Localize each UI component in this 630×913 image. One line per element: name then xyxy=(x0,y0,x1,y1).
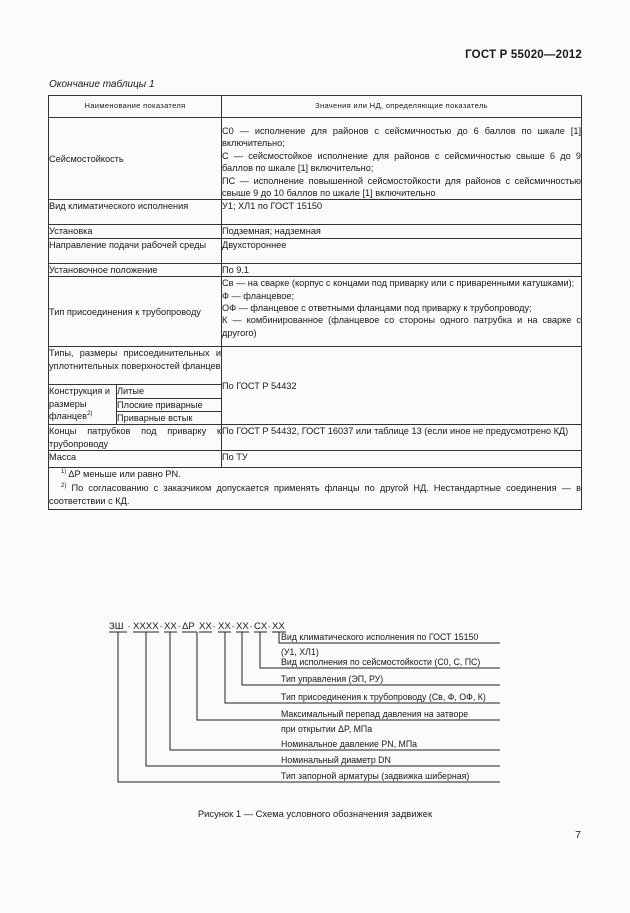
connection-value xyxy=(222,277,582,347)
table-row-flanges xyxy=(49,347,582,385)
mass-name: Масса xyxy=(49,451,222,468)
table-row-connection xyxy=(49,277,582,347)
code-sep: - xyxy=(213,624,216,631)
designation-code xyxy=(109,621,285,632)
page-number: 7 xyxy=(575,829,581,841)
footnote-2 xyxy=(49,482,581,509)
direction-value: Двухстороннее xyxy=(222,238,582,263)
code-part: XX xyxy=(199,621,212,632)
flange-type-cast: Литые xyxy=(117,385,222,398)
flange-type-flat: Плоские приварные xyxy=(117,398,222,411)
label-seismic: Вид исполнения по сейсмостойкости (С0, С, ПС) xyxy=(281,657,481,667)
climate-value: У1; ХЛ1 по ГОСТ 15150 xyxy=(222,200,582,225)
table-row-pipe-ends xyxy=(49,425,582,451)
table-notes xyxy=(49,468,582,510)
code-sep: - xyxy=(128,624,131,631)
table-row-direction xyxy=(49,238,582,263)
table-row-climate xyxy=(49,200,582,225)
seismic-line: С0 — исполнение для районов с сейсмичностью до 6 баллов по шкале [1] включительно; xyxy=(222,126,581,149)
code-part: CX xyxy=(254,621,268,632)
footnote-1-text: ΔP меньше или равно PN. xyxy=(68,469,181,480)
table-row-install xyxy=(49,225,582,238)
table-notes-row xyxy=(49,468,582,510)
pipe-ends-value: По ГОСТ Р 54432, ГОСТ 16037 или таблице 13 (если иное не предусмотрено КД) xyxy=(222,425,582,451)
code-part: XX xyxy=(218,621,231,632)
footnote-2-ref: 2) xyxy=(87,411,93,417)
label-connection: Тип присоединения к трубопроводу (Св, Ф, ОФ, К) xyxy=(281,692,486,702)
seismic-name: Сейсмостойкость xyxy=(49,118,222,200)
footnote-2-mark: 2) xyxy=(61,482,67,489)
leader-type xyxy=(118,632,500,782)
code-sep: - xyxy=(178,624,181,631)
leader-seismic xyxy=(260,632,500,668)
footnote-1-mark: 1) xyxy=(61,469,67,476)
label-climate-values: (У1, ХЛ1) xyxy=(281,647,319,657)
label-type: Тип запорной арматуры (задвижка шиберная) xyxy=(281,771,470,781)
flange-design-label xyxy=(49,385,117,425)
table-row-mass xyxy=(49,451,582,468)
table-row-seismic xyxy=(49,118,582,200)
label-climate: Вид климатического исполнения по ГОСТ 15150 xyxy=(281,632,479,642)
footnote-1 xyxy=(49,468,581,482)
connection-name: Тип присоединения к трубопроводу xyxy=(49,277,222,347)
table-row-position xyxy=(49,263,582,276)
connection-line: Ф — фланцевое; xyxy=(222,290,294,301)
designation-labels xyxy=(281,632,486,781)
leader-connection xyxy=(225,632,500,703)
flanges-name: Типы, размеры присоединительных и уплотнительных поверхностей фланцев xyxy=(49,347,222,385)
install-value: Подземная; надземная xyxy=(222,225,582,238)
climate-name: Вид климатического исполнения xyxy=(49,200,222,225)
leader-lines xyxy=(109,632,500,782)
standard-header: ГОСТ Р 55020—2012 xyxy=(465,49,582,61)
table-header-row xyxy=(49,96,582,118)
direction-name: Направление подачи рабочей среды xyxy=(49,238,222,263)
code-sep: - xyxy=(160,624,163,631)
figure-caption: Рисунок 1 — Схема условного обозначения задвижек xyxy=(197,808,433,819)
leader-dn xyxy=(146,632,500,766)
label-delta-p-unit: при открытии ΔP, МПа xyxy=(281,724,373,734)
seismic-value xyxy=(222,118,582,200)
leader-climate xyxy=(279,632,500,643)
code-part: ΔP xyxy=(182,621,195,632)
flange-type-butt: Приварные встык xyxy=(117,412,222,425)
label-pn: Номинальное давление PN, МПа xyxy=(281,739,418,749)
position-name: Установочное положение xyxy=(49,263,222,276)
leader-delta-p xyxy=(197,632,500,720)
connection-line: К — комбинированное (фланцевое со стороны одного патрубка и на сварке с другого) xyxy=(222,315,581,338)
position-value: По 9.1 xyxy=(222,263,582,276)
code-part: XX xyxy=(236,621,249,632)
label-control: Тип управления (ЭП, РУ) xyxy=(281,674,384,684)
install-name: Установка xyxy=(49,225,222,238)
leader-control xyxy=(242,632,500,685)
leader-pn xyxy=(170,632,500,750)
table-caption: Окончание таблицы 1 xyxy=(49,79,155,90)
label-delta-p: Максимальный перепад давления на затворе xyxy=(281,709,469,719)
code-sep: - xyxy=(250,624,253,631)
code-part: ЗШ xyxy=(109,621,124,632)
code-part: XX xyxy=(164,621,177,632)
code-part: XXXX xyxy=(133,621,159,632)
footnote-2-text: По согласованию с заказчиком допускается применять фланцы по другой НД. Нестандартные соединения — в соответствии с КД. xyxy=(49,482,581,507)
col-name-header: Наименование показателя xyxy=(49,96,222,118)
code-sep: - xyxy=(268,624,271,631)
code-sep: - xyxy=(232,624,235,631)
connection-line: ОФ — фланцевое с ответными фланцами под приварку к трубопроводу; xyxy=(222,303,532,314)
mass-value: По ТУ xyxy=(222,451,582,468)
flange-design-text: Конструкция и размеры фланцев xyxy=(49,386,111,422)
seismic-line: С — сейсмостойкое исполнение для районов с сейсмичностью свыше 6 до 9 баллов по шкале [1] включительно; xyxy=(222,150,581,174)
flanges-value: По ГОСТ Р 54432 xyxy=(222,347,582,425)
pipe-ends-name: Концы патрубков под приварку к трубопроводу xyxy=(49,426,221,449)
spec-table xyxy=(48,95,582,510)
col-value-header: Значения или НД, определяющие показатель xyxy=(222,96,582,118)
seismic-line: ПС — исполнение повышенной сейсмостойкости для районов с сейсмичностью свыше 9 до 10 баллов по шкале [1] включительно xyxy=(222,175,581,199)
label-dn: Номинальный диаметр DN xyxy=(281,755,391,765)
connection-line: Св — на сварке (корпус с концами под приварку или с приваренными катушками); xyxy=(222,278,575,289)
code-part: XX xyxy=(272,621,285,632)
